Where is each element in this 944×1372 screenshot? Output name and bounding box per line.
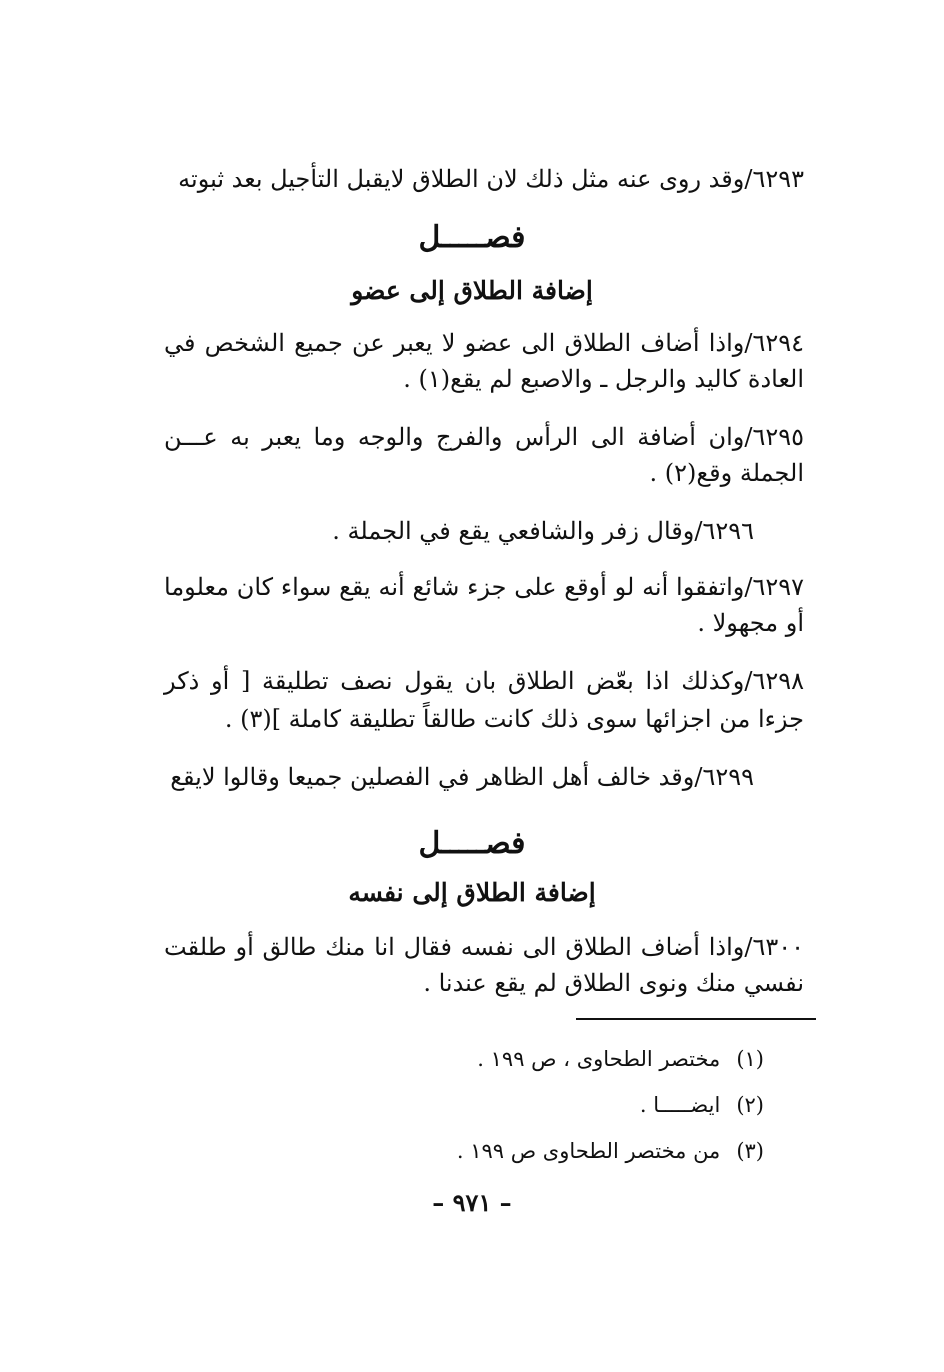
paragraph-6296-line-1: ٦٢٩٦/وقال زفر والشافعي يقع في الجملة . — [332, 517, 754, 545]
section-title-1: إضافة الطلاق إلى عضو — [351, 276, 593, 305]
paragraph-6300-line-1: ٦٣٠٠/واذا أضاف الطلاق الى نفسه فقال انا منك طالق أو طلقت — [164, 933, 804, 961]
footnote-3 — [457, 1136, 764, 1166]
page-number: – ٩٧١ – — [432, 1188, 512, 1217]
paragraph-6300-line-2: نفسي منك ونوى الطلاق لم يقع عندنا . — [423, 969, 804, 997]
section-heading-2: فصـــــل — [418, 826, 526, 861]
section-title-2: إضافة الطلاق إلى نفسه — [348, 878, 596, 907]
footnote-2-number: (٢) — [736, 1093, 764, 1117]
footnote-1-text: مختصر الطحاوى ، ص ١٩٩ . — [477, 1047, 721, 1071]
paragraph-6298-line-2: جزءا من اجزائها سوى ذلك كانت طالقاً تطليقة كاملة ](٣) . — [224, 705, 804, 733]
paragraph-6295-line-2: الجملة وقع(٢) . — [649, 459, 804, 487]
footnote-3-text: من مختصر الطحاوى ص ١٩٩ . — [456, 1139, 721, 1163]
paragraph-6295-line-1: ٦٢٩٥/وان أضافة الى الرأس والفرج والوجه وما يعبر به عـــن — [164, 423, 804, 451]
paragraph-6298-line-1: ٦٢٩٨/وكذلك اذا بعّض الطلاق بان يقول نصف تطليقة [ أو ذكر — [164, 667, 804, 695]
paragraph-6299-line-1: ٦٢٩٩/وقد خالف أهل الظاهر في الفصلين جميعا وقالوا لايقع — [170, 763, 754, 791]
footnote-3-number: (٣) — [736, 1139, 764, 1163]
footnote-2-text: ايضـــــا . — [639, 1093, 721, 1117]
footnote-2 — [640, 1090, 764, 1120]
paragraph-6294-line-1: ٦٢٩٤/واذا أضاف الطلاق الى عضو لا يعبر عن جميع الشخص في — [164, 329, 804, 357]
footnote-1-number: (١) — [736, 1047, 764, 1071]
paragraph-6293-line-1: ٦٢٩٣/وقد روى عنه مثل ذلك لان الطلاق لايقبل التأجيل بعد ثبوته — [178, 165, 804, 193]
footnote-separator — [576, 1018, 816, 1020]
section-heading-1: فصـــــل — [418, 220, 526, 255]
paragraph-6294-line-2: العادة كاليد والرجل ـ والاصبع لم يقع(١) . — [403, 365, 804, 393]
paragraph-6297-line-1: ٦٢٩٧/واتفقوا أنه لو أوقع على جزء شائع أنه يقع سواء كان معلوما — [164, 573, 804, 601]
paragraph-6297-line-2: أو مجهولا . — [697, 609, 804, 637]
footnote-1 — [477, 1044, 764, 1074]
